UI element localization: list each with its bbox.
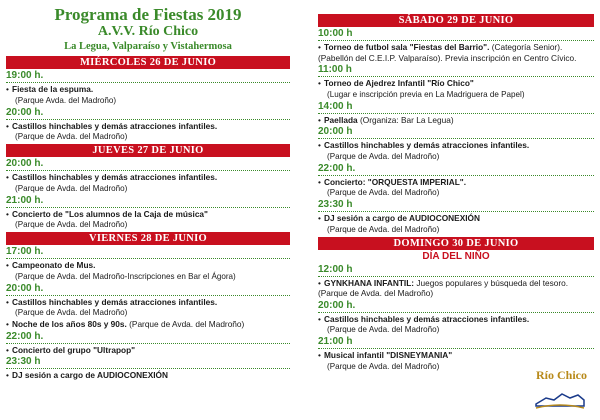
- bullet-icon: •: [318, 313, 321, 324]
- event-time: 20:00 h.: [6, 158, 290, 171]
- bullet-icon: •: [318, 213, 321, 223]
- event-time: 21:00 h.: [6, 195, 290, 208]
- bullet-icon: •: [6, 172, 9, 182]
- event-title: Concierto: "ORQUESTA IMPERIAL".: [324, 176, 467, 187]
- event-item: [318, 115, 594, 126]
- event-title: Concierto de "Los alumnos de la Caja de música": [12, 208, 208, 219]
- event-item: [318, 314, 594, 325]
- event-time: 17:00 h.: [6, 246, 290, 259]
- event-item: [6, 370, 290, 381]
- bullet-icon: •: [318, 140, 321, 150]
- event-title: Castillos hinchables y demás atracciones infantiles.: [12, 296, 218, 307]
- event-title: Concierto del grupo "Ultrapop": [12, 344, 136, 355]
- event-item: [318, 42, 594, 63]
- event-title: Noche de los años 80s y 90s.: [12, 319, 127, 329]
- bullet-icon: •: [6, 344, 9, 355]
- event-item: [6, 297, 290, 308]
- event-item: [318, 278, 594, 299]
- neighborhoods: La Legua, Valparaíso y Vistahermosa: [64, 41, 232, 52]
- day-header: VIERNES 28 DE JUNIO: [6, 232, 290, 245]
- bullet-icon: •: [6, 319, 9, 329]
- event-item: [6, 121, 290, 132]
- event-place: (Parque de Avda. del Madroño): [327, 151, 440, 161]
- association-name: A.V.V. Río Chico: [97, 24, 199, 39]
- event-title: DJ sesión a cargo de AUDIOCONEXIÓN: [324, 213, 480, 223]
- event-place: (Parque de Avda. del Madroño): [327, 325, 440, 334]
- bullet-icon: •: [6, 260, 9, 270]
- event-item: [318, 177, 594, 188]
- bullet-icon: •: [6, 370, 9, 380]
- event-item: [6, 84, 290, 95]
- skyline-icon: [530, 364, 590, 414]
- bullet-icon: •: [318, 114, 321, 125]
- event-item: [318, 213, 594, 224]
- event-time: 22:00 h.: [318, 163, 594, 176]
- bullet-icon: •: [6, 120, 9, 131]
- event-place: (Parque de Avda. del Madroño): [15, 183, 128, 193]
- event-title: Castillos hinchables y demás atracciones infantiles.: [324, 140, 530, 150]
- bullet-icon: •: [318, 277, 321, 288]
- event-time: 23:30 h: [6, 356, 290, 369]
- event-place: (Parque de Avda. del Madroño): [15, 132, 128, 141]
- event-item: [318, 78, 594, 89]
- left-schedule: [6, 56, 290, 381]
- event-item: [6, 260, 290, 271]
- event-time: 19:00 h.: [6, 70, 290, 83]
- day-header: DOMINGO 30 DE JUNIO: [318, 237, 594, 250]
- event-title: Campeonato de Mus.: [12, 260, 96, 270]
- event-time: 10:00 h: [318, 28, 594, 41]
- event-time: 20:00 h: [318, 126, 594, 139]
- rio-chico-logo: Río Chico: [536, 368, 587, 382]
- event-time: 21:00 h: [318, 336, 594, 349]
- day-header: MIÉRCOLES 26 DE JUNIO: [6, 56, 290, 69]
- day-subheader: DÍA DEL NIÑO: [318, 251, 594, 263]
- left-column: [6, 0, 290, 382]
- event-place: (Parque Avda. del Madroño): [15, 95, 117, 105]
- day-header: JUEVES 27 DE JUNIO: [6, 144, 290, 157]
- event-time: 23:30 h: [318, 199, 594, 212]
- event-item: [318, 350, 594, 361]
- event-item: [6, 209, 290, 220]
- event-time: 22:00 h.: [6, 331, 290, 344]
- event-item: [318, 140, 594, 151]
- event-note: (Categoría Senior). (Pabellón del C.E.I.P. Valparaíso). Previa inscripción en Centro Cívico.: [318, 42, 577, 63]
- bullet-icon: •: [318, 78, 321, 88]
- event-title: Torneo de futbol sala "Fiestas del Barrio".: [324, 42, 490, 52]
- bullet-icon: •: [318, 42, 321, 52]
- event-place: (Parque de Avda. del Madroño): [15, 308, 128, 317]
- event-place: (Parque de Avda. del Madroño-Inscripciones en Bar el Ágora): [15, 271, 236, 281]
- event-note: (Organiza: Bar La Legua): [359, 114, 454, 125]
- event-title: Torneo de Ajedrez Infantil "Río Chico": [324, 78, 474, 88]
- right-column: [318, 0, 594, 372]
- event-note: Juegos populares y búsqueda del tesoro. (Parque de Avda. del Madroño): [318, 277, 569, 298]
- event-time: 20:00 h.: [6, 107, 290, 120]
- bullet-icon: •: [318, 176, 321, 187]
- event-title: Castillos hinchables y demás atracciones infantiles.: [12, 172, 218, 182]
- event-place: (Parque de Avda. del Madroño): [327, 224, 440, 234]
- bullet-icon: •: [6, 84, 9, 94]
- event-time: 20:00 h.: [318, 300, 594, 313]
- event-item: [6, 345, 290, 356]
- event-title: DJ sesión a cargo de AUDIOCONEXIÓN: [12, 370, 168, 380]
- event-time: 11:00 h: [318, 64, 594, 77]
- right-schedule: [318, 14, 594, 372]
- event-place: (Parque de Avda. del Madroño): [327, 188, 440, 197]
- event-time: 20:00 h.: [6, 283, 290, 296]
- bullet-icon: •: [318, 350, 321, 360]
- event-title: Castillos hinchables y demás atracciones infantiles.: [324, 313, 530, 324]
- bullet-icon: •: [6, 296, 9, 307]
- event-title: Castillos hinchables y demás atracciones infantiles.: [12, 120, 218, 131]
- event-item: [6, 319, 290, 330]
- page-title: Programa de Fiestas 2019: [54, 5, 242, 24]
- event-title: Fiesta de la espuma.: [12, 84, 94, 94]
- event-title: Paellada: [324, 114, 358, 125]
- event-place: (Parque de Avda. del Madroño): [15, 220, 128, 229]
- bullet-icon: •: [6, 208, 9, 219]
- event-place: (Lugar e inscripción previa en La Madriguera de Papel): [327, 89, 525, 99]
- event-item: [6, 172, 290, 183]
- event-place: (Parque de Avda. del Madroño): [327, 361, 440, 371]
- event-title: Musical infantil "DISNEYMANIA": [324, 350, 453, 360]
- event-time: 14:00 h: [318, 101, 594, 114]
- event-time: 12:00 h: [318, 264, 594, 277]
- event-title: GYNKHANA INFANTIL:: [324, 277, 415, 288]
- event-note: (Parque de Avda. del Madroño): [129, 319, 245, 329]
- day-header: SÁBADO 29 DE JUNIO: [318, 14, 594, 27]
